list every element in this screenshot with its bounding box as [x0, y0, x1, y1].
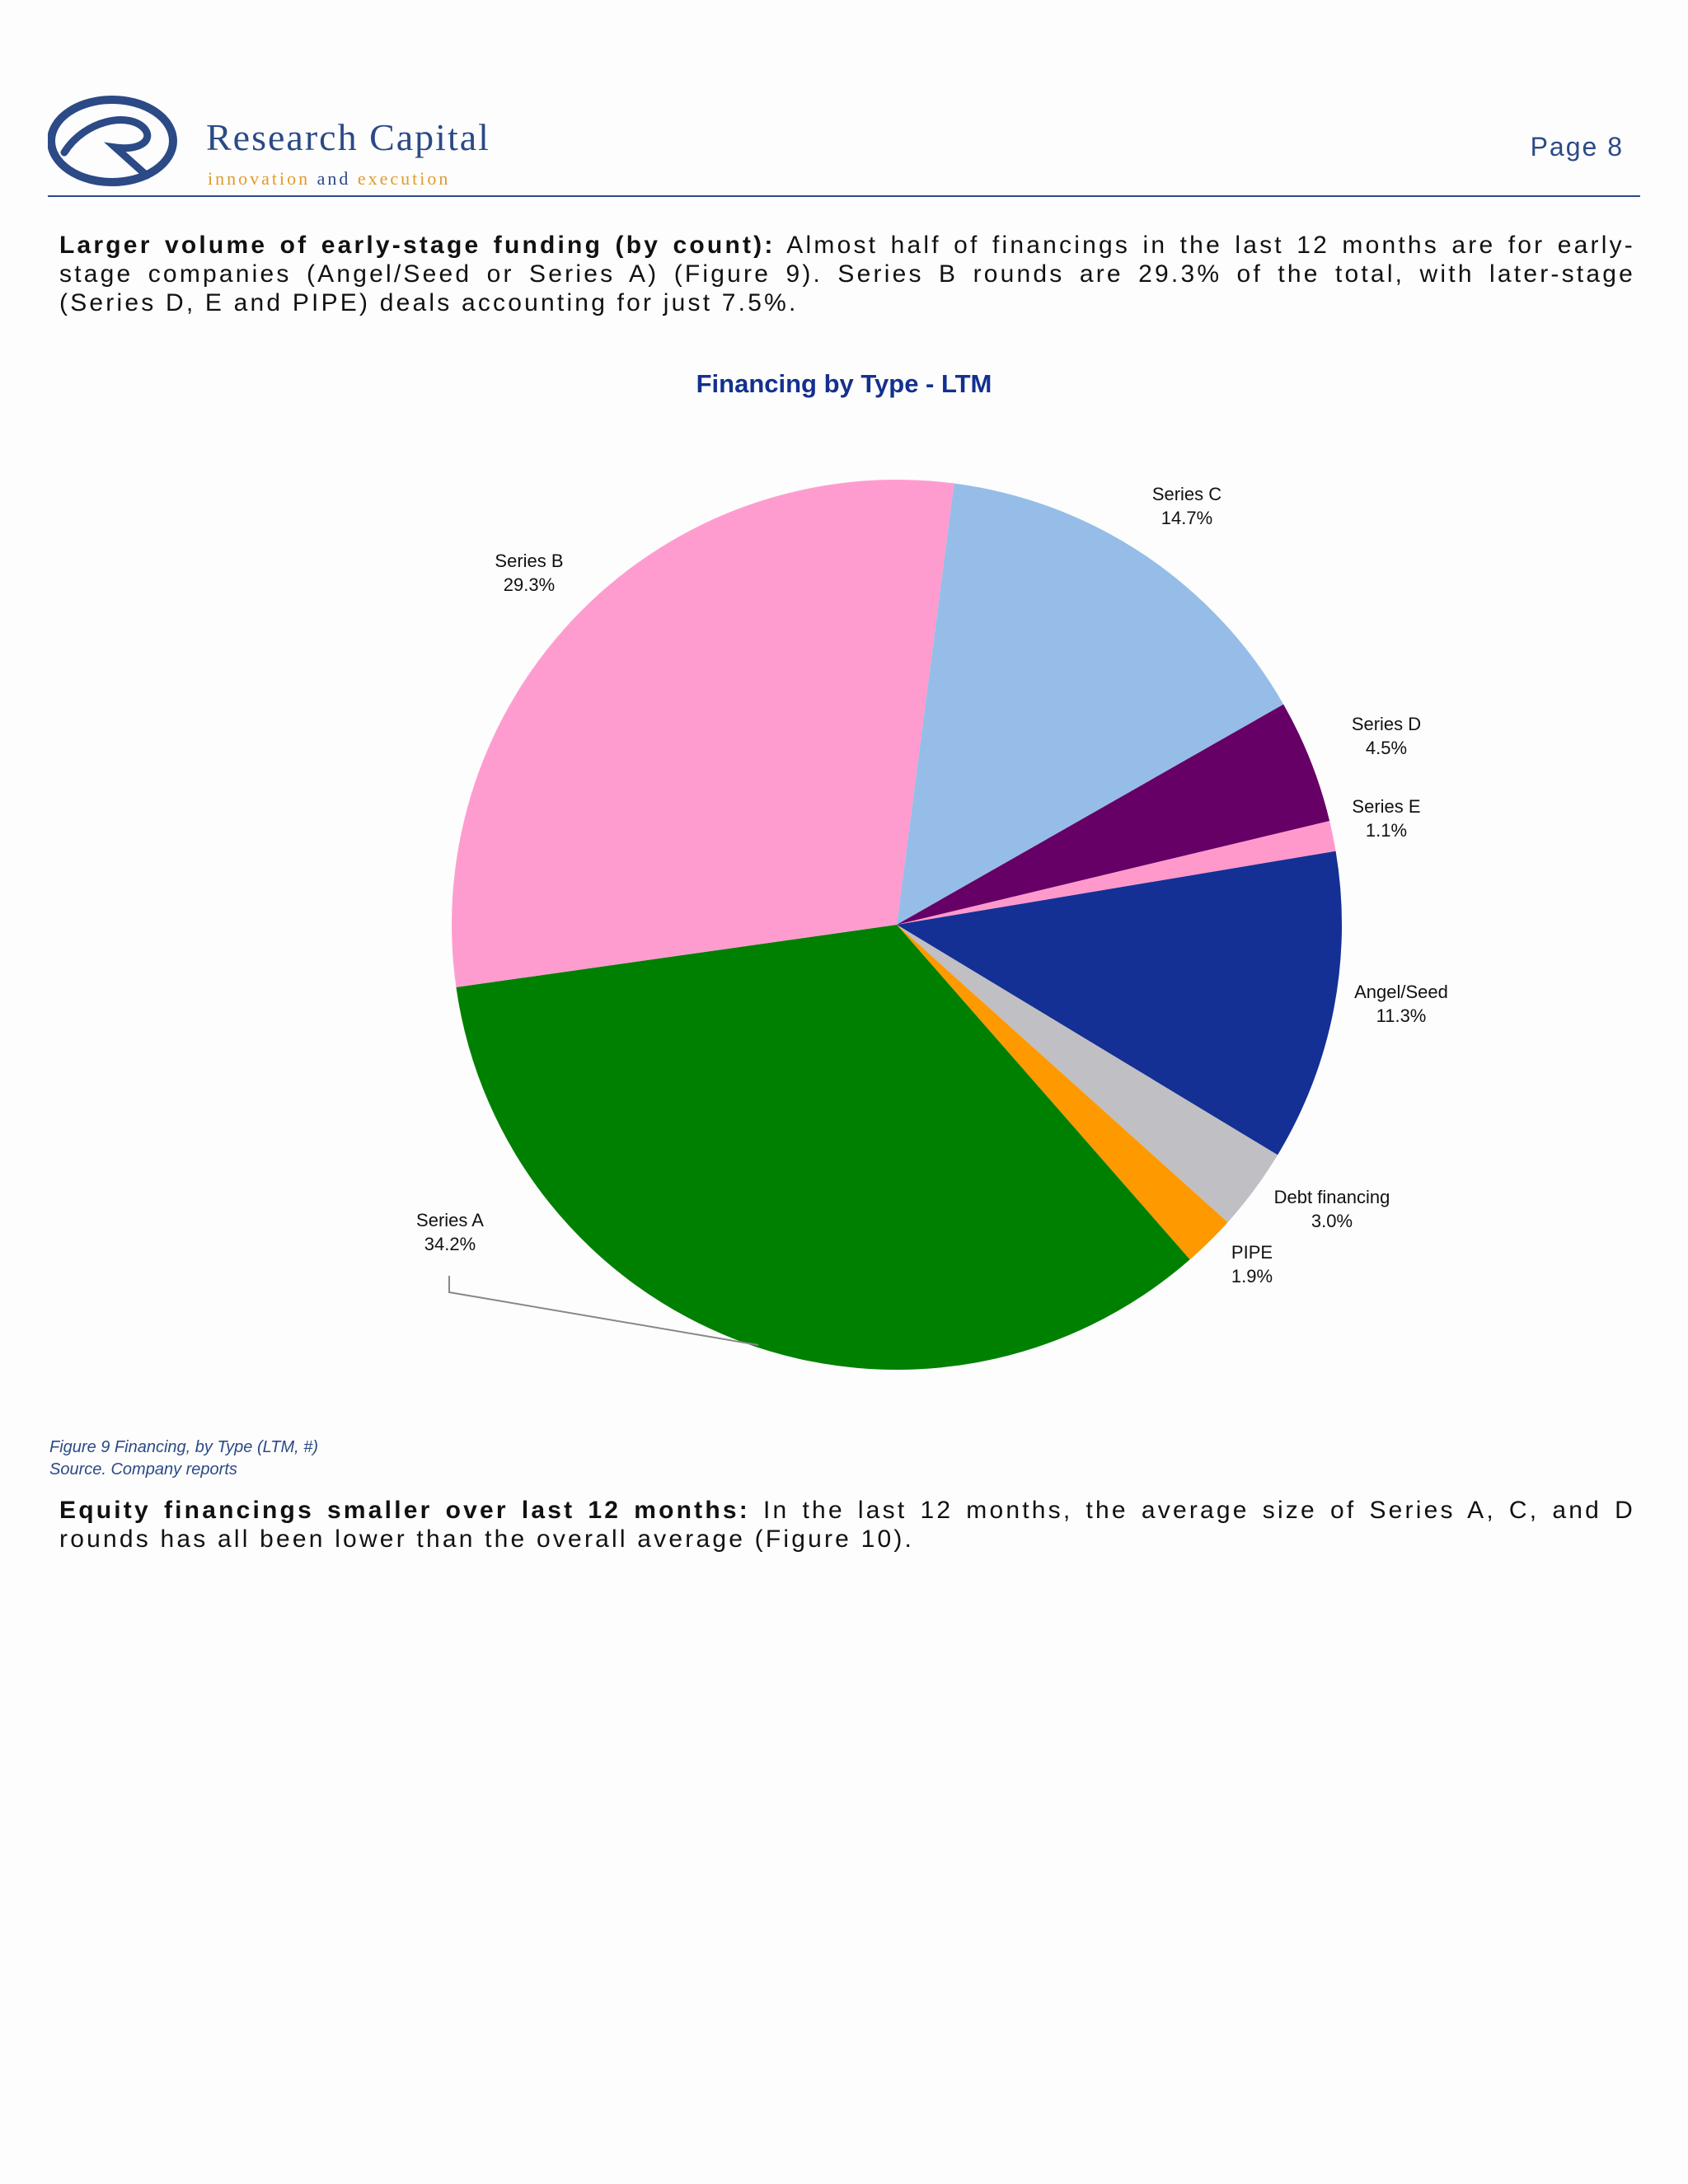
pie-label-value: 34.2% [424, 1234, 476, 1254]
tagline-part1: innovation [208, 168, 317, 189]
pie-label-name: Series C [1151, 484, 1222, 504]
pie-label-value: 1.9% [1231, 1266, 1273, 1286]
pie-label-name: Series D [1351, 714, 1422, 734]
tagline-part3: execution [350, 168, 451, 189]
pie-label-name: Series A [416, 1210, 484, 1230]
pie-label-value: 14.7% [1160, 508, 1213, 528]
tagline-part2: and [316, 168, 351, 189]
pie-label-value: 11.3% [1376, 1005, 1427, 1026]
pie-label-name: Angel/Seed [1354, 982, 1448, 1002]
brand-name: Research Capital [206, 116, 490, 158]
pie-slices [452, 480, 1342, 1370]
chart-title: Financing by Type - LTM [696, 369, 992, 398]
paragraph2-lead: Equity financings smaller over last 12 months: [59, 1497, 750, 1524]
pie-label-value: 1.1% [1365, 820, 1408, 841]
figure-caption: Figure 9 Financing, by Type (LTM, #) [49, 1438, 319, 1456]
figure-source: Source. Company reports [49, 1460, 237, 1479]
pie-label-name: PIPE [1231, 1242, 1273, 1263]
page-number: Page 8 [1530, 132, 1624, 162]
paragraph2-body: In the last 12 months, the average size of Series A, C, and D rounds has all been lower than the overall average (Figure 10). [59, 1497, 1635, 1553]
pie-label-name: Debt financing [1273, 1187, 1390, 1207]
pie-label-name: Series E [1352, 796, 1421, 817]
pie-label-value: 3.0% [1311, 1211, 1353, 1231]
pie-label-value: 29.3% [503, 574, 556, 595]
pie-label-value: 4.5% [1365, 738, 1408, 758]
paragraph1-body: Almost half of financings in the last 12 months are for early-stage companies (Angel/Seed or Series A) (Figure 9). Series B rounds are 29.3% of the total, with later-stage (Series D, E and PIPE) deals accounting for just 7.5%. [59, 232, 1635, 316]
pie-label-name: Series B [495, 551, 564, 571]
paragraph1-lead: Larger volume of early-stage funding (by count): [59, 232, 776, 259]
paragraph-equity-financings [59, 1496, 1635, 1554]
